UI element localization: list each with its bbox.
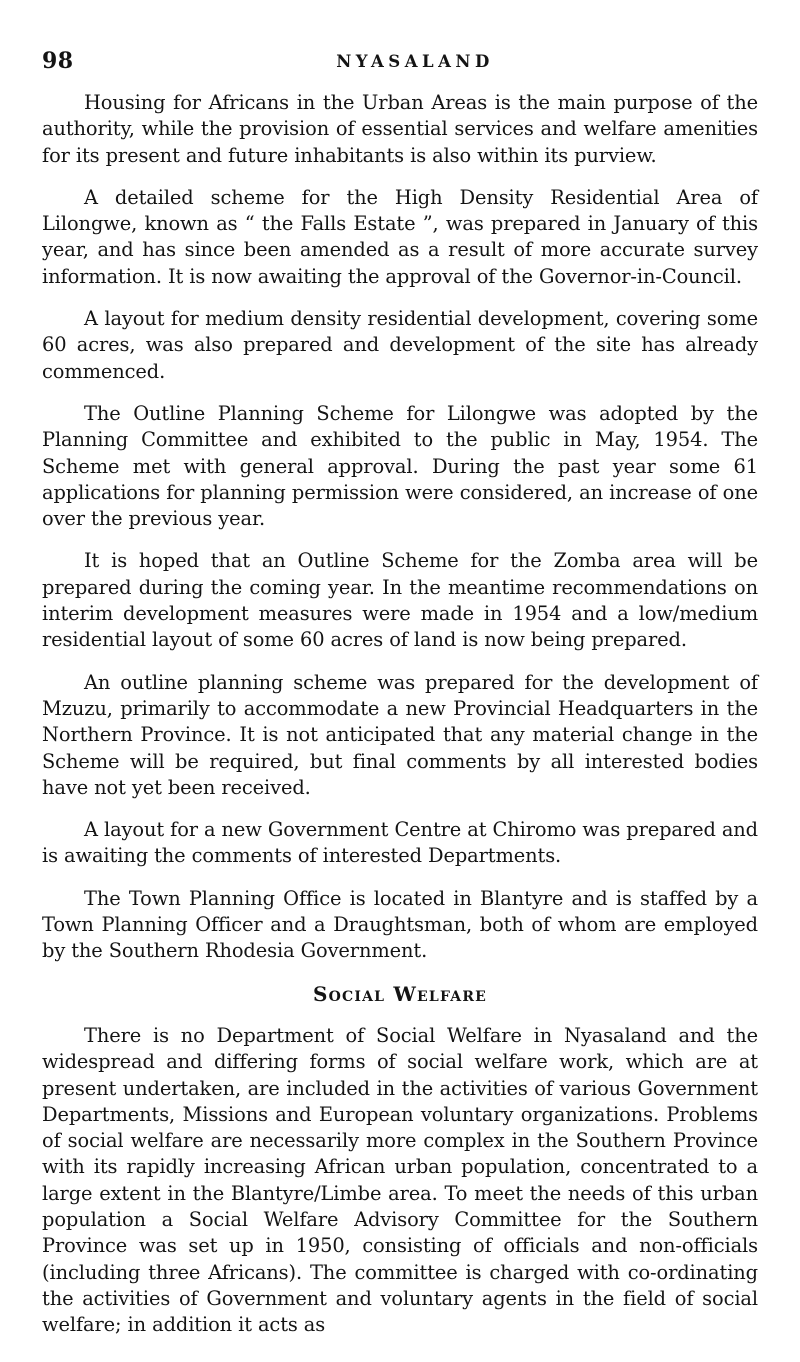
paragraph-medium-density-layout: A layout for medium density residential development, covering some 60 acres, was also prepared and development of the site has already commenced. (42, 307, 758, 383)
paragraph-chiromo-layout: A layout for a new Government Centre at Chiromo was prepared and is awaiting the comments of interested Departments. (42, 818, 758, 868)
paragraph-zomba-scheme: It is hoped that an Outline Scheme for the Zomba area will be prepared during the coming year. In the meantime recommendations on interim development measures were made in 1954 and a low/medium residential layout of some 60 acres of land is now being prepared. (42, 549, 758, 652)
page-number: 98 (42, 48, 74, 74)
paragraph-mzuzu-scheme: An outline planning scheme was prepared for the development of Mzuzu, primarily to accommodate a new Provincial Headquarters in the Northern Province. It is not anticipated that any material change in the Scheme will be required, but final comments by all interested bodies have not yet been received. (42, 670, 758, 799)
body-text (42, 90, 758, 1354)
paragraph-lilongwe-outline-scheme: The Outline Planning Scheme for Lilongwe was adopted by the Planning Committee and exhibited to the public in May, 1954. The Scheme met with general approval. During the past year some 61 applications for planning permission were considered, an increase of one over the previous year. (42, 401, 758, 531)
paragraph-housing-authority: Housing for Africans in the Urban Areas is the main purpose of the authority, while the provision of essential services and welfare amenities for its present and future inhabitants is also within its purview. (42, 91, 758, 167)
paragraph-social-welfare: There is no Department of Social Welfare in Nyasaland and the widespread and differing forms of social welfare work, which are at present undertaken, are included in the activities of various Government Departments, Missions and European voluntary organizations. Problems of social welfare are necessarily more complex in the Southern Province with its rapidly increasing African urban population, concentrated to a large extent in the Blantyre/Limbe area. To meet the needs of this urban population a Social Welfare Advisory Committee for the Southern Province was set up in 1950, consisting of officials and non-officials (including three Africans). The committee is charged with co-ordinating the activities of Government and voluntary agents in the field of social welfare; in addition it acts as (42, 1023, 758, 1337)
running-title: NYASALAND (336, 52, 494, 71)
paragraph-falls-estate: A detailed scheme for the High Density Residential Area of Lilongwe, known as “ the Falls Estate ”, was prepared in January of this year, and has since been amended as a result of more accurate survey information. It is now awaiting the approval of the Governor-in-Council. (42, 185, 758, 288)
section-heading-social-welfare: Social Welfare (312, 981, 488, 1006)
page-header (40, 48, 760, 78)
paragraph-town-planning-office: The Town Planning Office is located in Blantyre and is staffed by a Town Planning Officer and a Draughtsman, both of whom are employed by the Southern Rhodesia Government. (42, 886, 758, 963)
